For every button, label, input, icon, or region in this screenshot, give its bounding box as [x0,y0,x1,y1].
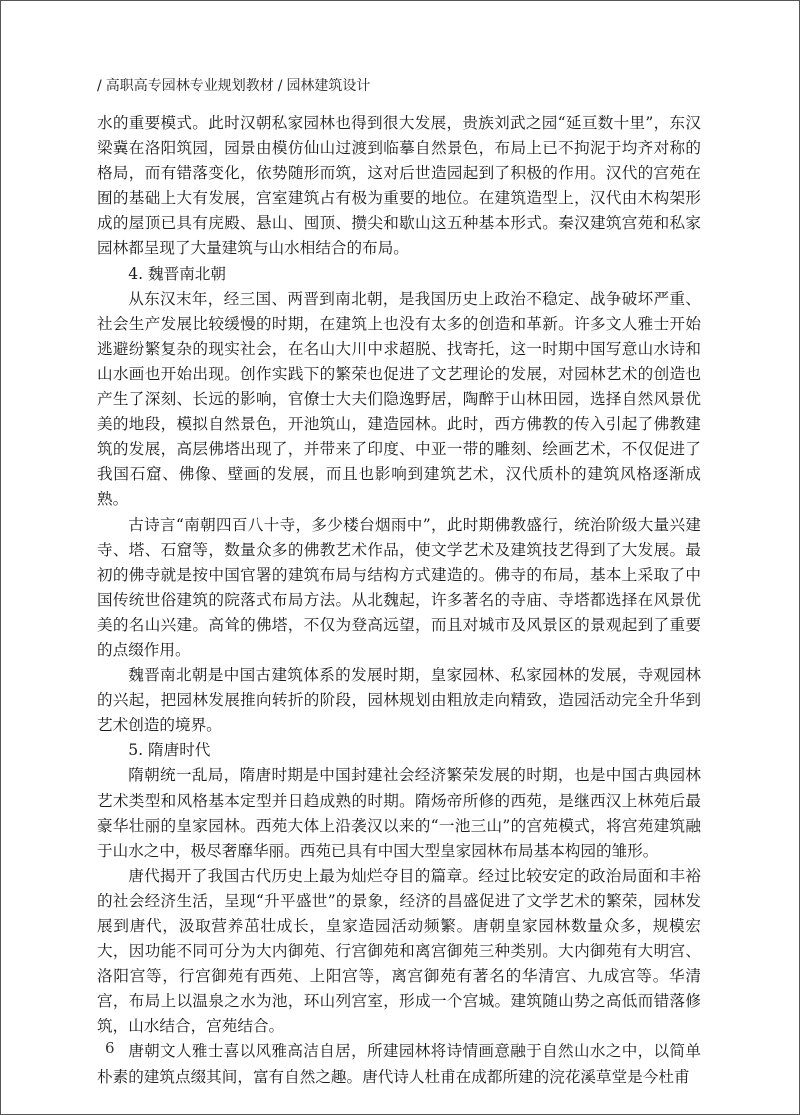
running-header [97,75,370,95]
page-number: 6 [105,1039,115,1057]
paragraph: 古诗言“南朝四百八十寺，多少楼台烟雨中”，此时期佛教盛行，统治阶级大量兴建寺、塔、石窟等，数量众多的佛教艺术作品，使文学艺术及建筑技艺得到了大发展。最初的佛寺就是按中国官署的建筑布局与结构方式建造的。佛寺的布局，基本上采取了中国传统世俗建筑的院落式布局方法。从北魏起，许多著名的寺庙、寺塔都选择在风景优美的名山兴建。高耸的佛塔，不仅为登高远望，而且对城市及风景区的景观起到了重要的点缀作用。 [97,515,701,659]
header-book-title: 园林建筑设计 [286,78,371,94]
paragraph: 唐代揭开了我国古代历史上最为灿烂夺目的篇章。经过比较安定的政治局面和丰裕的社会经济生活，呈现“升平盛世”的景象，经济的昌盛促进了文学艺术的繁荣，园林发展到唐代，汲取营养茁壮成长，皇家造园活动频繁。唐朝皇家园林数量众多，规模宏大，因功能不同可分为大内御苑、行宫御苑和离宫御苑三种类别。大内御苑有大明宫、洛阳宫等，行宫御苑有西苑、上阳宫等，离宫御苑有著名的华清宫、九成宫等。华清宫，布局上以温泉之水为池，环山列宫室，形成一个宫城。建筑随山势之高低而错落修筑，山水结合，宫苑结合。 [97,866,701,1036]
section-heading-wei-jin: 4. 魏晋南北朝 [128,264,226,283]
paragraph: 从东汉末年，经三国、两晋到南北朝，是我国历史上政治不稳定、战争破坏严重、社会生产发展比较缓慢的时期，在建筑上也没有太多的创造和革新。许多文人雅士开始逃避纷繁复杂的现实社会，在名山大川中求超脱、找寄托，这一时期中国写意山水诗和山水画也开始出现。创作实践下的繁荣也促进了文艺理论的发展，对园林艺术的创造也产生了深刻、长远的影响，官僚士大夫们隐逸野居，陶醉于山林田园，选择自然风景优美的地段，模拟自然景色，开池筑山，建造园林。此时，西方佛教的传入引起了佛教建筑的发展，高层佛塔出现了，并带来了印度、中亚一带的雕刻、绘画艺术，不仅促进了我国石窟、佛像、壁画的发展，而且也影响到建筑艺术，汉代质朴的建筑风格逐渐成熟。 [97,289,701,509]
header-series-title: 高职高专园林专业规划教材 [105,78,274,94]
paragraph-continued: 水的重要模式。此时汉朝私家园林也得到很大发展，贵族刘武之园“延亘数十里”，东汉梁冀在洛阳筑园，园景由模仿仙山过渡到临摹自然景色，布局上已不拘泥于均齐对称的格局，而有错落变化，依势随形而筑，这对后世造园起到了积极的作用。汉代的宫苑在囿的基础上大有发展，宫室建筑占有极为重要的地位。在建筑造型上，汉代由木构架形成的屋顶已具有庑殿、悬山、囤顶、攒尖和歇山这五种基本形式。秦汉建筑宫苑和私家园林都呈现了大量建筑与山水相结合的布局。 [97,114,701,258]
paragraph: 唐朝文人雅士喜以风雅高洁自居，所建园林将诗情画意融于自然山水之中，以简单朴素的建筑点缀其间，富有自然之趣。唐代诗人杜甫在成都所建的浣花溪草堂是今杜甫 [97,1042,701,1086]
paragraph: 魏晋南北朝是中国古建筑体系的发展时期，皇家园林、私家园林的发展，寺观园林的兴起，把园林发展推向转折的阶段，园林规划由粗放走向精致，造园活动完全升华到艺术创造的境界。 [97,666,701,735]
header-separator: / [277,78,283,94]
header-slash: / [97,78,102,94]
body-text [97,111,701,1090]
section-heading-sui-tang: 5. 隋唐时代 [128,741,211,760]
paragraph: 隋朝统一乱局，隋唐时期是中国封建社会经济繁荣发展的时期，也是中国古典园林艺术类型和风格基本定型并日趋成熟的时期。隋炀帝所修的西苑，是继西汉上林苑后最豪华壮丽的皇家园林。西苑大体上沿袭汉以来的“一池三山”的宫苑模式，将宫苑建筑融于山水之中，极尽奢靡华丽。西苑已具有中国大型皇家园林布局基本构园的雏形。 [97,766,701,860]
